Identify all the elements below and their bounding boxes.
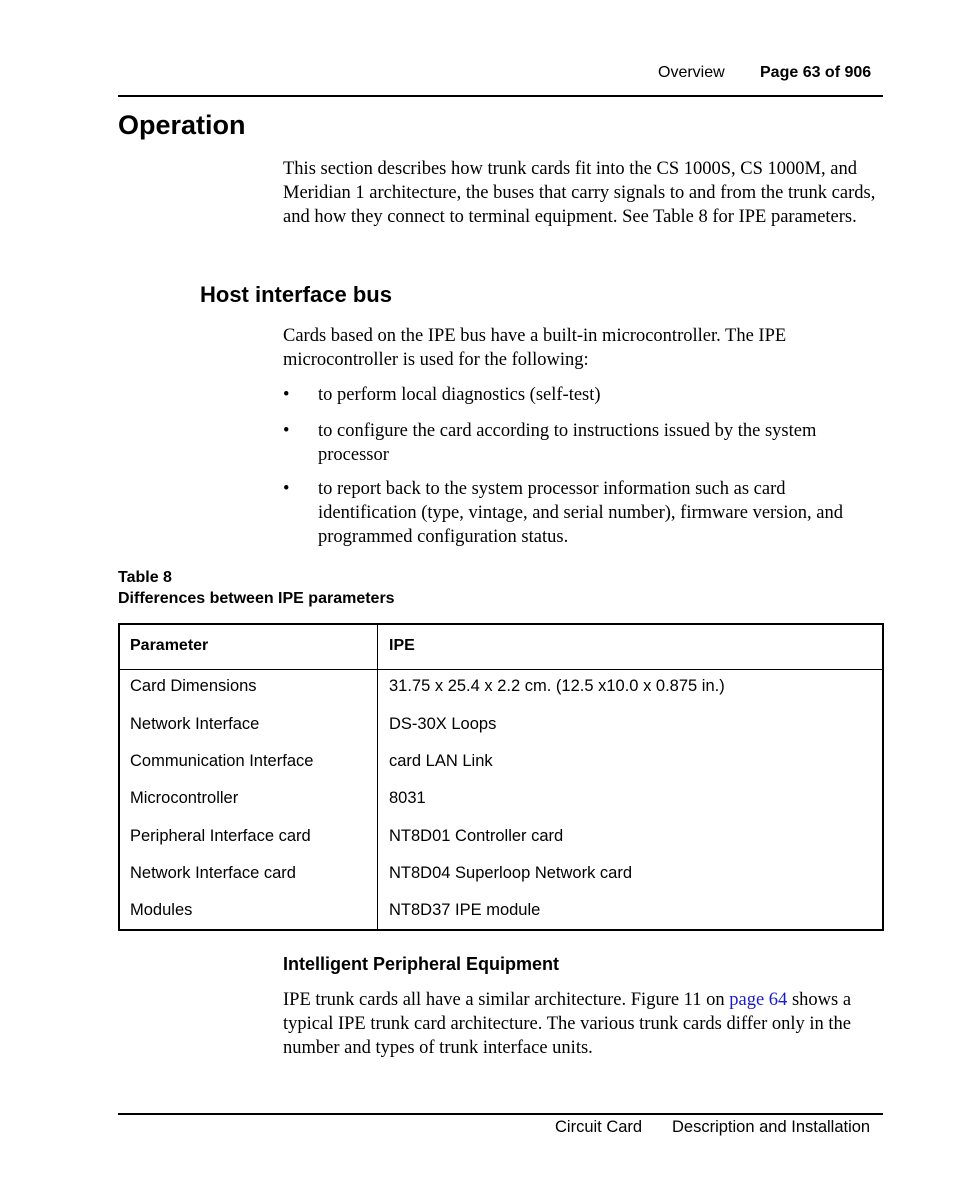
footer-rule [118,1113,883,1115]
header-section-label: Overview [658,64,725,81]
parameters-table [118,623,884,931]
bullet-text: to configure the card according to instructions issued by the system processor [318,421,817,465]
table-cell-value: card LAN Link [389,752,493,770]
bullet-item [283,477,883,549]
table-cell-value: NT8D04 Superloop Network card [389,864,633,882]
ipe-paragraph-text: IPE trunk cards all have a similar architecture. Figure 11 on [283,990,730,1010]
table-cell-parameter: Peripheral Interface card [130,827,311,845]
table-cell-parameter: Modules [130,901,193,919]
page-64-link[interactable]: page 64 [729,990,788,1010]
bullet-item [283,419,883,467]
table-title: Differences between IPE parameters [118,590,395,607]
table-header-parameter: Parameter [130,637,209,654]
bullet-item [283,383,883,407]
footer-book-title: Circuit Card [555,1118,643,1136]
host-interface-paragraph: Cards based on the IPE bus have a built-in microcontroller. The IPE microcontroller is used for the following: [283,326,787,370]
bullet-symbol: • [283,385,290,405]
table-cell-value: 8031 [389,789,426,807]
table-cell-parameter: Card Dimensions [130,677,257,695]
table-column-divider [377,625,378,929]
bullet-symbol: • [283,479,290,499]
table-number: Table 8 [118,569,172,586]
table-cell-value: 31.75 x 25.4 x 2.2 cm. (12.5 x10.0 x 0.875 in.) [389,677,725,695]
table-cell-parameter: Microcontroller [130,789,239,807]
table-cell-parameter: Network Interface [130,715,260,733]
section-heading-host-interface: Host interface bus [200,282,392,307]
table-cell-value: DS-30X Loops [389,715,497,733]
table-header-ipe: IPE [389,637,415,654]
header-page-number: Page 63 of 906 [760,64,872,81]
bullet-text: to perform local diagnostics (self-test) [318,385,601,405]
ipe-paragraph [283,988,883,1060]
footer-book-subtitle: Description and Installation [672,1118,871,1136]
table-cell-value: NT8D01 Controller card [389,827,564,845]
table-header-divider [120,669,882,670]
section-heading-ipe: Intelligent Peripheral Equipment [283,954,560,974]
table-cell-value: NT8D37 IPE module [389,901,541,919]
header-rule [118,95,883,97]
bullet-text: to report back to the system processor information such as card identification (type, vintage, and serial number), firmware version, and programmed configuration status. [318,479,844,547]
table-cell-parameter: Network Interface card [130,864,296,882]
bullet-symbol: • [283,421,290,441]
intro-paragraph: This section describes how trunk cards fit into the CS 1000S, CS 1000M, and Meridian 1 architecture, the buses that carry signals to and from the trunk cards, and how they connect to terminal equipment. See Table 8 for IPE parameters. [283,159,876,227]
page-title: Operation [118,110,246,140]
ipe-paragraph-text: shows a typical IPE trunk card architecture. The various trunk cards differ only in the number and types of trunk interface units. [283,990,852,1058]
table-cell-parameter: Communication Interface [130,752,314,770]
